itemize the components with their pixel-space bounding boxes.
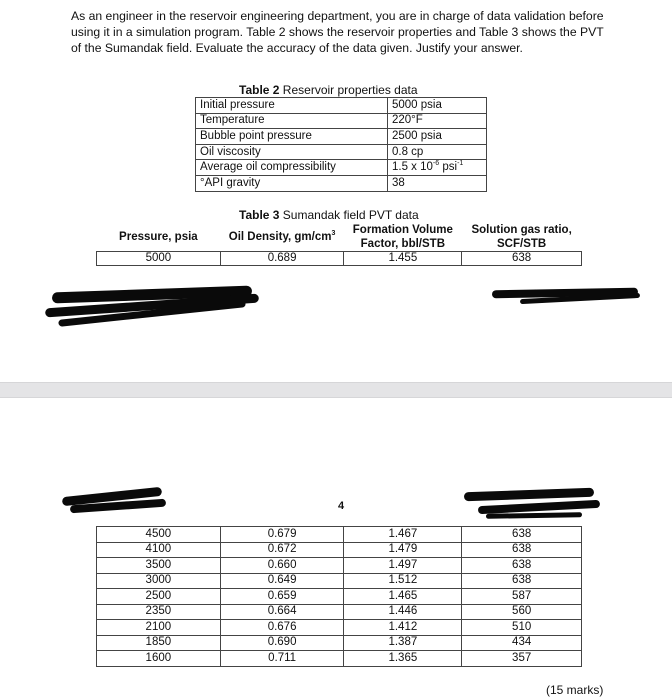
- value-cell: 0.8 cp: [388, 144, 487, 160]
- table-row: [196, 144, 487, 160]
- fvf-cell: 1.497: [344, 558, 462, 574]
- page-divider: [0, 382, 672, 398]
- density-cell: 0.679: [220, 527, 344, 543]
- property-cell: Temperature: [196, 113, 388, 129]
- fvf-cell: 1.455: [344, 252, 462, 266]
- table-row: [97, 252, 582, 266]
- pressure-cell: 1600: [97, 651, 221, 667]
- rs-cell: 638: [462, 527, 582, 543]
- table2-caption-title: Reservoir properties data: [279, 83, 418, 97]
- density-cell: 0.711: [220, 651, 344, 667]
- pvt-table: [96, 526, 582, 667]
- table3-caption-label: Table 3: [239, 208, 280, 222]
- pressure-cell: 1850: [97, 635, 221, 651]
- value-cell: 1.5 x $10^{-6}$ psi$^{-1}$: [388, 160, 487, 176]
- density-cell: 0.664: [220, 604, 344, 620]
- pressure-cell: 3500: [97, 558, 221, 574]
- fvf-cell: 1.512: [344, 573, 462, 589]
- pressure-cell: 5000: [97, 252, 221, 266]
- table-row: [196, 113, 487, 129]
- table-row: [97, 635, 582, 651]
- value-cell: 2500 psia: [388, 129, 487, 145]
- density-cell: 0.689: [220, 252, 344, 266]
- density-cell: 0.659: [220, 589, 344, 605]
- property-cell: °API gravity: [196, 175, 388, 191]
- value-cell: 220°F: [388, 113, 487, 129]
- page-number: 4: [338, 500, 345, 512]
- fvf-cell: 1.479: [344, 542, 462, 558]
- rs-cell: 638: [462, 558, 582, 574]
- pressure-cell: 3000: [97, 573, 221, 589]
- rs-cell: 510: [462, 620, 582, 636]
- fvf-cell: 1.412: [344, 620, 462, 636]
- property-cell: Initial pressure: [196, 98, 388, 114]
- rs-cell: 357: [462, 651, 582, 667]
- table-row: [97, 651, 582, 667]
- table2-caption-label: Table 2: [239, 83, 280, 97]
- rs-cell: 560: [462, 604, 582, 620]
- header-pressure: Pressure, psia: [119, 231, 198, 243]
- table-row: [196, 129, 487, 145]
- redaction-scribble: [486, 512, 582, 519]
- table3-caption: [239, 208, 419, 222]
- table-row: [97, 558, 582, 574]
- density-cell: 0.690: [220, 635, 344, 651]
- table-row: [97, 589, 582, 605]
- property-cell: Oil viscosity: [196, 144, 388, 160]
- density-cell: 0.672: [220, 542, 344, 558]
- table-row: [97, 573, 582, 589]
- value-cell: 5000 psia: [388, 98, 487, 114]
- pressure-cell: 2350: [97, 604, 221, 620]
- table-row: [196, 175, 487, 191]
- density-cell: 0.676: [220, 620, 344, 636]
- header-solution-gas-ratio: Solution gas ratio, SCF/STB: [471, 224, 572, 250]
- fvf-cell: 1.467: [344, 527, 462, 543]
- property-cell: Bubble point pressure: [196, 129, 388, 145]
- marks-label: (15 marks): [546, 683, 604, 697]
- header-oil-density: Oil Density, $gm/cm^3$: [228, 230, 336, 243]
- pressure-cell: 4500: [97, 527, 221, 543]
- header-fvf: Formation Volume Factor, bbl/STB: [352, 224, 453, 250]
- fvf-cell: 1.446: [344, 604, 462, 620]
- table-row: [97, 620, 582, 636]
- pvt-table-header: [96, 223, 582, 266]
- density-cell: 0.660: [220, 558, 344, 574]
- table3-caption-title: Sumandak field PVT data: [279, 208, 419, 222]
- value-cell: 38: [388, 175, 487, 191]
- fvf-cell: 1.465: [344, 589, 462, 605]
- rs-cell: 638: [462, 542, 582, 558]
- reservoir-properties-table: [195, 97, 487, 192]
- table2-caption: [239, 83, 418, 97]
- redaction-scribble: [464, 488, 594, 502]
- table-row: [97, 527, 582, 543]
- table-row: [97, 604, 582, 620]
- property-cell: Average oil compressibility: [196, 160, 388, 176]
- table-row: [97, 542, 582, 558]
- pressure-cell: 4100: [97, 542, 221, 558]
- rs-cell: 638: [462, 252, 582, 266]
- rs-cell: 434: [462, 635, 582, 651]
- fvf-cell: 1.365: [344, 651, 462, 667]
- pressure-cell: 2100: [97, 620, 221, 636]
- pressure-cell: 2500: [97, 589, 221, 605]
- rs-cell: 638: [462, 573, 582, 589]
- question-text: As an engineer in the reservoir engineering department, you are in charge of data validation before using it in a simulation program. Table 2 shows the reservoir properties and Table 3 shows the PVT of the Sumandak field. Evaluate the accuracy of the data given. Justify your answer.: [71, 9, 604, 55]
- density-cell: 0.649: [220, 573, 344, 589]
- fvf-cell: 1.387: [344, 635, 462, 651]
- table-row: [196, 98, 487, 114]
- table-row: [196, 160, 487, 176]
- rs-cell: 587: [462, 589, 582, 605]
